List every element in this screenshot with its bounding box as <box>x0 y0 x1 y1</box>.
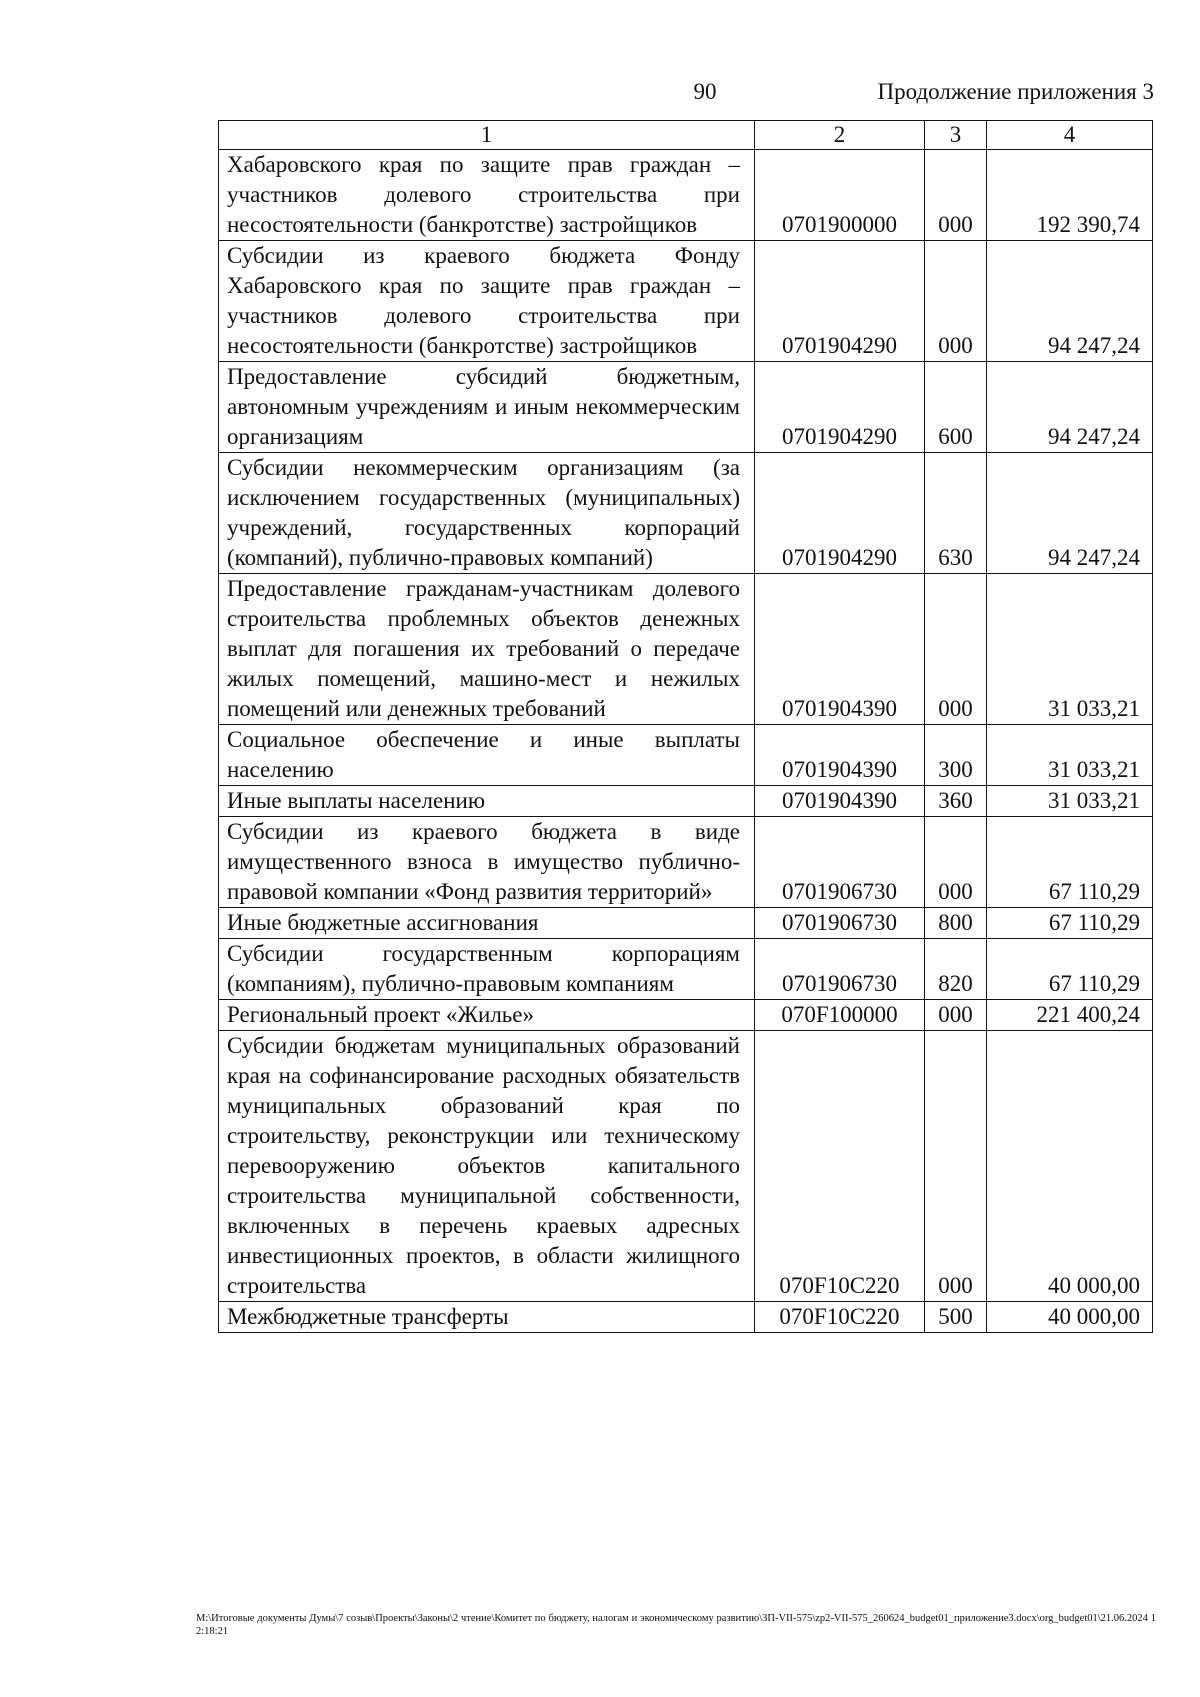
row-type: 000 <box>925 817 987 908</box>
budget-table <box>218 120 1153 1333</box>
row-code: 0701904390 <box>755 786 925 817</box>
continuation-label: Продолжение приложения 3 <box>877 79 1154 104</box>
table-row <box>219 150 1153 241</box>
row-sum: 94 247,24 <box>987 453 1153 574</box>
row-type: 360 <box>925 786 987 817</box>
row-sum: 67 110,29 <box>987 908 1153 939</box>
table-row <box>219 817 1153 908</box>
row-type: 000 <box>925 241 987 362</box>
column-header-4: 4 <box>987 121 1153 150</box>
row-code: 0701904390 <box>755 574 925 725</box>
table-header-row <box>219 121 1153 150</box>
row-code: 070F10C220 <box>755 1302 925 1333</box>
table-row <box>219 939 1153 1000</box>
table-row <box>219 1302 1153 1333</box>
row-sum: 31 033,21 <box>987 574 1153 725</box>
row-type: 000 <box>925 1031 987 1302</box>
table-row <box>219 908 1153 939</box>
row-code: 070F100000 <box>755 1000 925 1031</box>
row-sum: 192 390,74 <box>987 150 1153 241</box>
row-name: Хабаровского края по защите прав граждан – участников долевого строительства при несостоятельности (банкротстве) застройщиков <box>219 150 755 241</box>
row-code: 070F10C220 <box>755 1031 925 1302</box>
row-name: Субсидии государственным корпорациям (компаниям), публично-правовым компаниям <box>219 939 755 1000</box>
row-name: Иные выплаты населению <box>219 786 755 817</box>
row-name: Субсидии из краевого бюджета Фонду Хабаровского края по защите прав граждан – участников долевого строительства при несостоятельности (банкротстве) застройщиков <box>219 241 755 362</box>
row-sum: 67 110,29 <box>987 939 1153 1000</box>
row-sum: 94 247,24 <box>987 362 1153 453</box>
row-code: 0701904390 <box>755 725 925 786</box>
row-type: 800 <box>925 908 987 939</box>
row-sum: 40 000,00 <box>987 1031 1153 1302</box>
page-number: 90 <box>693 79 717 104</box>
column-header-3: 3 <box>925 121 987 150</box>
row-name: Межбюджетные трансферты <box>219 1302 755 1333</box>
document-path-footer: M:\Итоговые документы Думы\7 созыв\Проекты\Законы\2 чтение\Комитет по бюджету, налогам и экономическому развитию\ЗП-VII-575\zp2-VII-575_260624_budget01_приложение3.docx\org_budget01\21.06.2024 12:18:21 <box>196 1613 1156 1637</box>
column-header-1: 1 <box>219 121 755 150</box>
row-sum: 40 000,00 <box>987 1302 1153 1333</box>
row-code: 0701906730 <box>755 908 925 939</box>
table-row <box>219 1031 1153 1302</box>
row-type: 820 <box>925 939 987 1000</box>
row-sum: 31 033,21 <box>987 786 1153 817</box>
row-code: 0701906730 <box>755 939 925 1000</box>
row-code: 0701904290 <box>755 453 925 574</box>
row-name: Региональный проект «Жилье» <box>219 1000 755 1031</box>
row-name: Предоставление субсидий бюджетным, автономным учреждениям и иным некоммерческим организациям <box>219 362 755 453</box>
row-code: 0701904290 <box>755 362 925 453</box>
table-row <box>219 1000 1153 1031</box>
row-type: 500 <box>925 1302 987 1333</box>
table-row <box>219 362 1153 453</box>
table-row <box>219 574 1153 725</box>
row-sum: 31 033,21 <box>987 725 1153 786</box>
row-code: 0701906730 <box>755 817 925 908</box>
table-row <box>219 725 1153 786</box>
row-code: 0701904290 <box>755 241 925 362</box>
row-type: 300 <box>925 725 987 786</box>
row-name: Субсидии из краевого бюджета в виде имущественного взноса в имущество публично-правовой компании «Фонд развития территорий» <box>219 817 755 908</box>
table-row <box>219 453 1153 574</box>
row-type: 000 <box>925 1000 987 1031</box>
row-type: 000 <box>925 574 987 725</box>
row-name: Иные бюджетные ассигнования <box>219 908 755 939</box>
row-name: Предоставление гражданам-участникам долевого строительства проблемных объектов денежных выплат для погашения их требований о передаче жилых помещений, машино-мест и нежилых помещений или денежных требований <box>219 574 755 725</box>
row-sum: 67 110,29 <box>987 817 1153 908</box>
row-sum: 221 400,24 <box>987 1000 1153 1031</box>
row-name: Субсидии некоммерческим организациям (за исключением государственных (муниципальных) учреждений, государственных корпораций (компаний), публично-правовых компаний) <box>219 453 755 574</box>
table-row <box>219 241 1153 362</box>
row-type: 600 <box>925 362 987 453</box>
row-name: Субсидии бюджетам муниципальных образований края на софинансирование расходных обязательств муниципальных образований края по строительству, реконструкции или техническому перевооружению объектов капитального строительства муниципальной собственности, включенных в перечень краевых адресных инвестиционных проектов, в области жилищного строительства <box>219 1031 755 1302</box>
row-type: 000 <box>925 150 987 241</box>
column-header-2: 2 <box>755 121 925 150</box>
row-type: 630 <box>925 453 987 574</box>
row-code: 0701900000 <box>755 150 925 241</box>
table-row <box>219 786 1153 817</box>
row-sum: 94 247,24 <box>987 241 1153 362</box>
row-name: Социальное обеспечение и иные выплаты населению <box>219 725 755 786</box>
